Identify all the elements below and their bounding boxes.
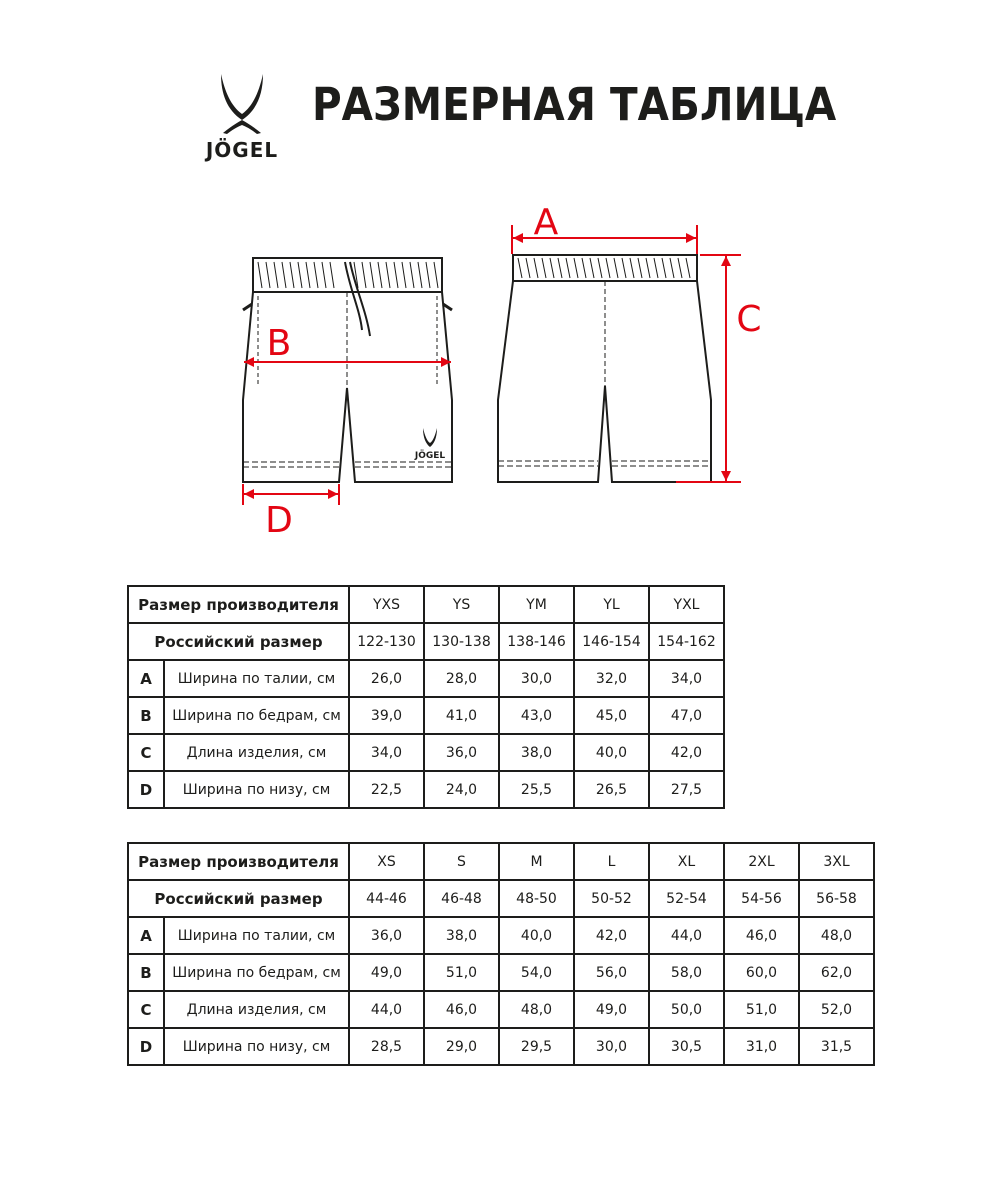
size-table-adult [127, 842, 875, 1066]
value-cell: 32,0 [574, 660, 649, 697]
page-title: РАЗМЕРНАЯ ТАБЛИЦА [312, 78, 837, 131]
russian-size-cell: 54-56 [724, 880, 799, 917]
table-row [128, 991, 874, 1028]
russian-size-cell: 50-52 [574, 880, 649, 917]
measure-name: Ширина по талии, см [164, 917, 349, 954]
value-cell: 43,0 [499, 697, 574, 734]
value-cell: 58,0 [649, 954, 724, 991]
table-row [128, 697, 724, 734]
russian-size-label: Российский размер [128, 880, 349, 917]
size-cell: S [424, 843, 499, 880]
table-row-maker-size [128, 586, 724, 623]
size-cell: L [574, 843, 649, 880]
size-cell: M [499, 843, 574, 880]
table-row-maker-size [128, 843, 874, 880]
measure-name: Ширина по талии, см [164, 660, 349, 697]
table-row [128, 734, 724, 771]
value-cell: 28,0 [424, 660, 499, 697]
size-cell: 2XL [724, 843, 799, 880]
value-cell: 54,0 [499, 954, 574, 991]
value-cell: 30,5 [649, 1028, 724, 1065]
russian-size-cell: 52-54 [649, 880, 724, 917]
value-cell: 47,0 [649, 697, 724, 734]
measure-name: Длина изделия, см [164, 734, 349, 771]
measure-letter: B [128, 954, 164, 991]
measure-letter: B [128, 697, 164, 734]
measure-label-a: A [533, 202, 559, 243]
size-cell: YXS [349, 586, 424, 623]
value-cell: 24,0 [424, 771, 499, 808]
brand-name: JÖGEL [205, 138, 279, 162]
size-cell: 3XL [799, 843, 874, 880]
value-cell: 34,0 [649, 660, 724, 697]
measure-label-b: B [266, 323, 292, 364]
brand-logo [193, 72, 291, 167]
value-cell: 31,5 [799, 1028, 874, 1065]
size-cell: XS [349, 843, 424, 880]
measure-name: Ширина по бедрам, см [164, 697, 349, 734]
table-row [128, 1028, 874, 1065]
value-cell: 50,0 [649, 991, 724, 1028]
garment-logo-text: JÖGEL [414, 451, 446, 461]
measure-letter: D [128, 1028, 164, 1065]
value-cell: 41,0 [424, 697, 499, 734]
value-cell: 34,0 [349, 734, 424, 771]
value-cell: 29,0 [424, 1028, 499, 1065]
table-row [128, 954, 874, 991]
value-cell: 46,0 [724, 917, 799, 954]
russian-size-cell: 46-48 [424, 880, 499, 917]
size-table-youth [127, 585, 725, 809]
russian-size-cell: 56-58 [799, 880, 874, 917]
value-cell: 28,5 [349, 1028, 424, 1065]
value-cell: 22,5 [349, 771, 424, 808]
russian-size-cell: 130-138 [424, 623, 499, 660]
size-cell: XL [649, 843, 724, 880]
value-cell: 46,0 [424, 991, 499, 1028]
table-row-russian-size [128, 880, 874, 917]
value-cell: 42,0 [574, 917, 649, 954]
measure-letter: D [128, 771, 164, 808]
jogel-logo-mark-icon [219, 72, 265, 134]
russian-size-cell: 154-162 [649, 623, 724, 660]
measure-name: Ширина по низу, см [164, 1028, 349, 1065]
value-cell: 26,0 [349, 660, 424, 697]
value-cell: 40,0 [574, 734, 649, 771]
value-cell: 39,0 [349, 697, 424, 734]
value-cell: 48,0 [799, 917, 874, 954]
value-cell: 27,5 [649, 771, 724, 808]
value-cell: 38,0 [424, 917, 499, 954]
russian-size-cell: 48-50 [499, 880, 574, 917]
value-cell: 25,5 [499, 771, 574, 808]
measure-name: Длина изделия, см [164, 991, 349, 1028]
shorts-measurement-diagram [0, 195, 1000, 555]
russian-size-cell: 146-154 [574, 623, 649, 660]
table-row-russian-size [128, 623, 724, 660]
value-cell: 49,0 [574, 991, 649, 1028]
measure-label-c: C [736, 299, 762, 340]
value-cell: 42,0 [649, 734, 724, 771]
maker-size-label: Размер производителя [128, 843, 349, 880]
value-cell: 38,0 [499, 734, 574, 771]
value-cell: 29,5 [499, 1028, 574, 1065]
value-cell: 40,0 [499, 917, 574, 954]
value-cell: 49,0 [349, 954, 424, 991]
value-cell: 36,0 [349, 917, 424, 954]
table-row [128, 917, 874, 954]
shorts-back-view [498, 255, 711, 482]
measure-letter: A [128, 917, 164, 954]
measure-letter: C [128, 734, 164, 771]
value-cell: 60,0 [724, 954, 799, 991]
measure-name: Ширина по низу, см [164, 771, 349, 808]
value-cell: 48,0 [499, 991, 574, 1028]
measure-letter: A [128, 660, 164, 697]
table-row [128, 660, 724, 697]
value-cell: 30,0 [499, 660, 574, 697]
russian-size-label: Российский размер [128, 623, 349, 660]
value-cell: 30,0 [574, 1028, 649, 1065]
value-cell: 56,0 [574, 954, 649, 991]
russian-size-cell: 44-46 [349, 880, 424, 917]
shorts-front-view [243, 258, 452, 482]
value-cell: 44,0 [649, 917, 724, 954]
measure-name: Ширина по бедрам, см [164, 954, 349, 991]
size-cell: YXL [649, 586, 724, 623]
size-cell: YS [424, 586, 499, 623]
maker-size-label: Размер производителя [128, 586, 349, 623]
value-cell: 36,0 [424, 734, 499, 771]
size-cell: YM [499, 586, 574, 623]
value-cell: 31,0 [724, 1028, 799, 1065]
russian-size-cell: 138-146 [499, 623, 574, 660]
russian-size-cell: 122-130 [349, 623, 424, 660]
measure-letter: C [128, 991, 164, 1028]
size-cell: YL [574, 586, 649, 623]
value-cell: 51,0 [724, 991, 799, 1028]
value-cell: 62,0 [799, 954, 874, 991]
value-cell: 52,0 [799, 991, 874, 1028]
value-cell: 26,5 [574, 771, 649, 808]
measure-label-d: D [265, 500, 293, 541]
value-cell: 44,0 [349, 991, 424, 1028]
value-cell: 51,0 [424, 954, 499, 991]
value-cell: 45,0 [574, 697, 649, 734]
table-row [128, 771, 724, 808]
